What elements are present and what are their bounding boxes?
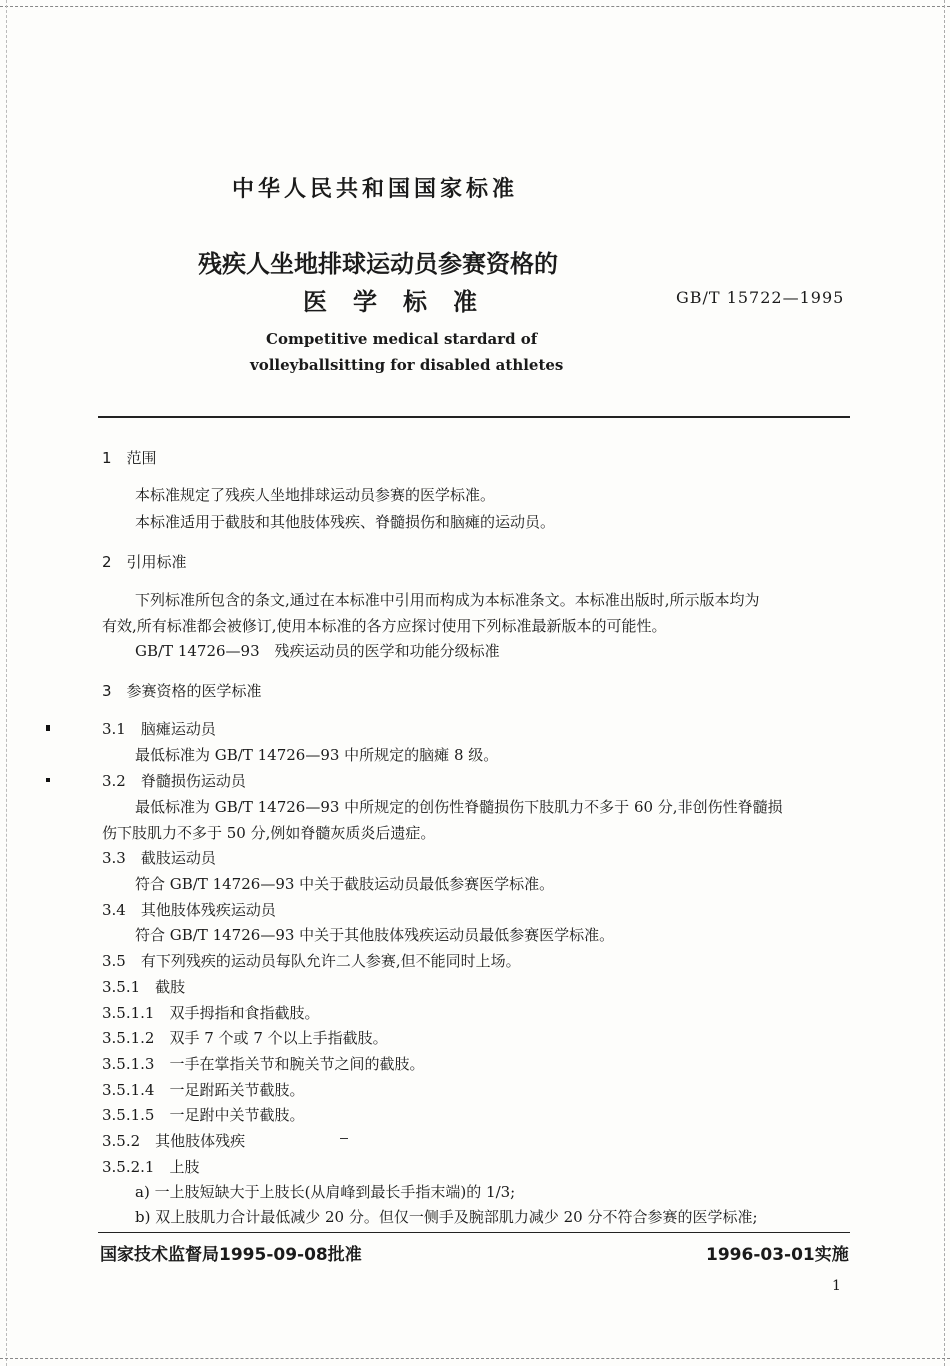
clause-3-1-text: 最低标准为 GB/T 14726—93 中所规定的脑瘫 8 级。	[135, 746, 499, 764]
section-3-heading: 3 参赛资格的医学标准	[102, 682, 262, 700]
list-item-a: a) 一上肢短缺大于上肢长(从肩峰到最长手指末端)的 1/3;	[135, 1183, 516, 1201]
section-1-paragraph-1: 本标准规定了残疾人坐地排球运动员参赛的医学标准。	[135, 486, 496, 504]
clause-3-2: 3.2 脊髓损伤运动员	[102, 772, 246, 790]
clause-3-5: 3.5 有下列残疾的运动员每队允许二人参赛,但不能同时上场。	[102, 952, 521, 970]
section-2-heading: 2 引用标准	[102, 553, 187, 571]
clause-3-5-1-3: 3.5.1.3 一手在掌指关节和腕关节之间的截肢。	[102, 1055, 425, 1073]
scan-edge-left	[6, 0, 8, 1366]
effective-date: 1996-03-01实施	[706, 1245, 849, 1265]
clause-3-5-1: 3.5.1 截肢	[102, 978, 186, 996]
document-title-line2: 医学标准	[303, 288, 503, 316]
section-2-reference: GB/T 14726—93 残疾运动员的医学和功能分级标准	[135, 642, 500, 660]
clause-3-5-1-2: 3.5.1.2 双手 7 个或 7 个以上手指截肢。	[102, 1029, 388, 1047]
footer-divider	[98, 1232, 850, 1233]
standard-number: GB/T 15722—1995	[676, 288, 845, 307]
clause-3-2-text-line1: 最低标准为 GB/T 14726—93 中所规定的创伤性脊髓损伤下肢肌力不多于 60 分,非创伤性脊髓损	[135, 798, 783, 816]
scan-mark	[340, 1138, 348, 1139]
scan-mark	[46, 725, 50, 731]
section-1-heading: 1 范围	[102, 449, 157, 467]
clause-3-5-1-1: 3.5.1.1 双手拇指和食指截肢。	[102, 1004, 320, 1022]
page-number: 1	[832, 1278, 841, 1294]
scan-edge-top	[0, 0, 950, 7]
clause-3-5-2-1: 3.5.2.1 上肢	[102, 1158, 200, 1176]
clause-3-4-text: 符合 GB/T 14726—93 中关于其他肢体残疾运动员最低参赛医学标准。	[135, 926, 615, 944]
national-standard-heading: 中华人民共和国国家标准	[232, 177, 519, 202]
clause-3-3: 3.3 截肢运动员	[102, 849, 216, 867]
header-divider	[98, 416, 850, 418]
clause-3-1: 3.1 脑瘫运动员	[102, 720, 216, 738]
clause-3-5-1-5: 3.5.1.5 一足跗中关节截肢。	[102, 1106, 305, 1124]
document-title-line1: 残疾人坐地排球运动员参赛资格的	[198, 250, 558, 278]
section-2-paragraph-line2: 有效,所有标准都会被修订,使用本标准的各方应探讨使用下列标准最新版本的可能性。	[102, 617, 667, 635]
section-1-paragraph-2: 本标准适用于截肢和其他肢体残疾、脊髓损伤和脑瘫的运动员。	[135, 513, 556, 531]
english-title-line2: volleyballsitting for disabled athletes	[250, 356, 564, 374]
scan-edge-right	[944, 0, 946, 1366]
scan-edge-bottom	[0, 1358, 950, 1360]
approval-date: 国家技术监督局1995-09-08批准	[100, 1245, 362, 1265]
clause-3-2-text-line2: 伤下肢肌力不多于 50 分,例如脊髓灰质炎后遗症。	[102, 824, 436, 842]
english-title-line1: Competitive medical stardard of	[266, 330, 538, 348]
scan-mark	[46, 778, 50, 782]
list-item-b: b) 双上肢肌力合计最低减少 20 分。但仅一侧手及腕部肌力减少 20 分不符合参赛的医学标准;	[135, 1208, 758, 1226]
clause-3-5-1-4: 3.5.1.4 一足跗跖关节截肢。	[102, 1081, 305, 1099]
clause-3-5-2: 3.5.2 其他肢体残疾	[102, 1132, 246, 1150]
clause-3-4: 3.4 其他肢体残疾运动员	[102, 901, 276, 919]
clause-3-3-text: 符合 GB/T 14726—93 中关于截肢运动员最低参赛医学标准。	[135, 875, 555, 893]
section-2-paragraph-line1: 下列标准所包含的条文,通过在本标准中引用而构成为本标准条文。本标准出版时,所示版本均为	[135, 591, 760, 609]
